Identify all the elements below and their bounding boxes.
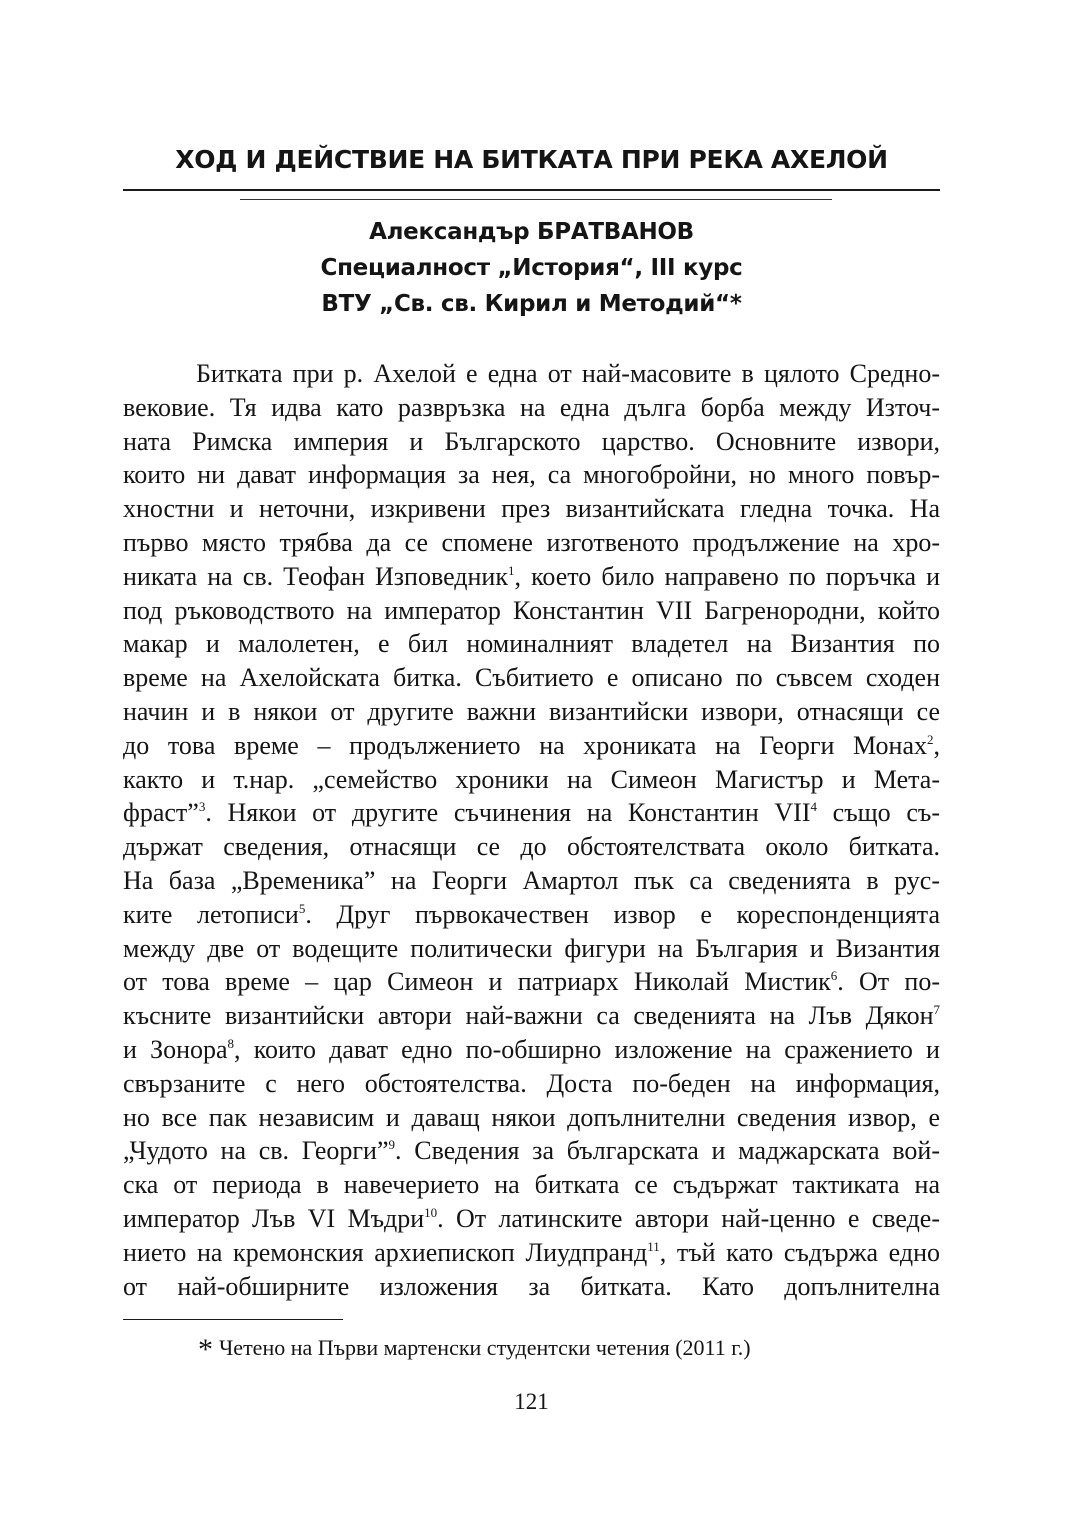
body-line: никата на св. Теофан Изповедник$^1$, което било направено по поръчка и <box>123 561 940 591</box>
body-line: „Чудото на св. Георги”$^9$. Сведения за българската и маджарската вой- <box>123 1136 940 1166</box>
footnote-ref: 7 <box>933 1002 940 1018</box>
title-rule-thin <box>240 199 832 200</box>
footnote-ref: 10 <box>424 1204 438 1220</box>
title-rule-thick <box>123 189 940 191</box>
body-line: фраст”$^3$. Някои от другите съчинения на Константин VII$^4$ също съ- <box>123 798 940 828</box>
body-line: свързаните с него обстоятелства. Доста по-беден на информация, <box>123 1068 940 1098</box>
body-line: време на Ахелойската битка. Събитието е описано по съвсем сходен <box>123 663 940 693</box>
article-title: ХОД И ДЕЙСТВИЕ НА БИТКАТА ПРИ РЕКА АХЕЛОЙ <box>175 145 888 174</box>
body-line: макар и малолетен, е бил номиналният владетел на Византия по <box>123 629 940 659</box>
footnote-ref: 1 <box>507 562 515 578</box>
author-specialty: Специалност „История“, III курс <box>320 255 743 281</box>
body-line: както и т.нар. „семейство хроники на Симеон Магистър и Мета- <box>123 764 940 794</box>
body-line: хностни и неточни, изкривени през византийската гледна точка. На <box>123 494 940 524</box>
footnote-ref: 4 <box>810 799 817 815</box>
footnote-separator <box>123 1319 343 1320</box>
body-line: късните византийски автори най-важни са сведенията на Лъв Дякон$^7$ <box>123 1001 940 1031</box>
footnote-text: Четено на Първи мартенски студентски четения (2011 г.) <box>219 1335 751 1360</box>
body-line: нието на кремонския архиепископ Лиудпранд$^{11}$, тъй като съдържа едно <box>123 1237 940 1267</box>
body-line: и Зонора$^8$, които дават едно по-обширно изложение на сражението и <box>123 1034 940 1064</box>
body-line: първо място трябва да се спомене изготвеното продължение на хро- <box>123 527 940 557</box>
footnote-ref: 9 <box>388 1137 395 1153</box>
footnote <box>123 1333 940 1365</box>
body-line: държат сведения, отнасящи се до обстоятелствата около битката. <box>123 832 940 862</box>
body-line: император Лъв VI Мъдри$^{10}$. От латинските автори най-ценно е сведе- <box>123 1203 940 1233</box>
footnote-ref: 5 <box>298 900 306 916</box>
body-line: ната Римска империя и Българското царство. Основните извори, <box>123 426 940 456</box>
body-line: ките летописи$^5$. Друг първокачествен извор е кореспонденцията <box>123 899 941 929</box>
footnote-ref: 6 <box>830 968 838 984</box>
footnote-marker: * <box>198 1333 213 1366</box>
footnote-ref: 2 <box>927 731 934 747</box>
author-name: Александър БРАТВАНОВ <box>369 219 694 245</box>
author-university: ВТУ „Св. св. Кирил и Методий“* <box>321 291 742 317</box>
body-line: от това време – цар Симеон и патриарх Николай Мистик$^6$. От по- <box>123 967 940 997</box>
page-number: 121 <box>514 1389 549 1414</box>
body-paragraph <box>123 357 940 1303</box>
body-line: до това време – продължението на хрониката на Георги Монах$^2$, <box>123 730 940 760</box>
body-line: вековие. Тя идва като развръзка на една дълга борба между Източ- <box>123 392 940 422</box>
body-line: но все пак независим и даващ някои допълнителни сведения извор, е <box>123 1102 940 1132</box>
body-line: от най-обширните изложения за битката. Като допълнителна <box>123 1271 940 1301</box>
body-line: между две от водещите политически фигури на България и Византия <box>123 933 940 963</box>
body-line: Битката при р. Ахелой е една от най-масовите в цялото Средно- <box>196 359 940 388</box>
footnote-ref: 3 <box>198 799 206 815</box>
body-line: На база „Временика” на Георги Амартол пък са сведенията в рус- <box>123 865 940 895</box>
body-line: които ни дават информация за нея, са многобройни, но много повър- <box>123 460 940 490</box>
author-block <box>123 214 940 322</box>
body-line: ска от периода в навечерието на битката се съдържат тактиката на <box>123 1170 940 1200</box>
footnote-ref: 8 <box>227 1035 235 1051</box>
body-line: под ръководството на император Константин VII Багренородни, който <box>123 595 940 625</box>
footnote-ref: 11 <box>647 1238 660 1254</box>
body-line: начин и в някои от другите важни византийски извори, отнасящи се <box>123 696 940 726</box>
